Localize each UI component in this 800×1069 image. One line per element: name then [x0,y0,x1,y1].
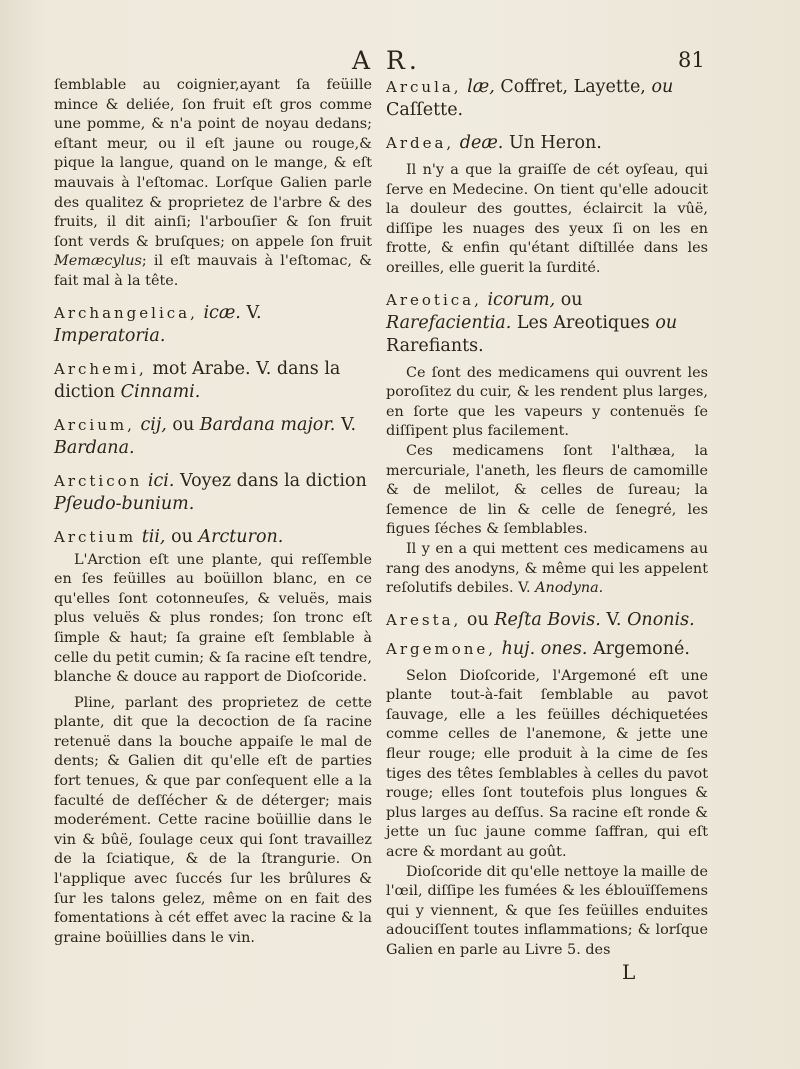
arctium-paragraph-2: Pline, parlant des proprietez de cette plante, dit que la decoction de ſa racine retenuë dans la bouche appaiſe le mal de dents; & Galien dit qu'elle eſt de parties fort tenues, & que par conſequent elle a la faculté de deſſécher & de déterger; mais moderément. Cette racine boüillie dans le vin & bûë, ſoulage ceux qui ſont travaillez de la ſciatique, & de la ſtrangurie. On l'applique avec ſuccés ſur les brûlures & ſur les talons gelez, même on en fait des fomentations à cét effet avec la racine & la graine boüillies dans le vin. [54,694,372,946]
page-number: 81 [678,48,705,72]
entry-arcula: Arcula, læ, Coffret, Layette, ou Caſſette. [386,77,674,120]
entry-ardea: Ardea, deæ. Un Heron. [386,133,602,153]
entry-archangelica: Archangelica, icæ. V. Imperatoria. [54,302,262,346]
entry-archemi: Archemi, mot Arabe. V. dans la diction Cinnami. [54,358,341,402]
entry-argemone: Argemone, huj. ones. Argemoné. [386,638,690,659]
areotica-paragraph-3: Il y en a qui mettent ces medicamens au rang des anodyns, & même qui les appelent reſolutifs debiles. V. Anodyna. [386,540,708,597]
entry-aresta: Aresta, ou Reſta Bovis. V. Ononis. [386,609,695,630]
arctium-paragraph-1: L'Arction eſt une plante, qui reſſemble en ſes feüilles au boüillon blanc, en ce qu'elles ſont cotonneuſes, & veluës, mais plus veluës & plus rondes; ſon tronc eſt ſimple & haut; ſa graine eſt ſemblable à celle du petit cumin; & ſa racine eſt tendre, blanche & douce au rapport de Dioſcoride. [54,551,372,686]
areotica-paragraph-1: Ce ſont des medicamens qui ouvrent les poroſitez du cuir, & les rendent plus larges, en ſorte que les vapeurs y contenuës ſe diſſipent plus facilement. [386,364,708,440]
argemone-paragraph-1: Selon Dioſcoride, l'Argemoné eſt une plante tout-à-fait ſemblable au pavot ſauvage, elle a les feüilles déchiquetées comme celles de l'anemone, & jette une fleur rouge; elle produit à la cime de ſes tiges des têtes ſemblables à celles du pavot rouge; elles ſont toutefois plus longues & plus larges au deſſus. Sa racine eſt ronde & jette un ſuc jaune comme ſaffran, qui eſt acre & mordant au goût. [386,667,708,861]
right-column [386,76,708,961]
running-head: A R. [352,46,421,75]
entry-arcium: Arcium, cij, ou Bardana major. V. Bardana. [54,414,357,458]
intro-paragraph: ſemblable au coignier,ayant ſa feüille mince & deliée, ſon fruit eſt gros comme une pomme, & n'a point de noyau dedans; eſtant meur, ou il eſt jaune ou rouge,& pique la langue, quand on le mange, & eſt mauvais à l'eſtomac. Lorſque Galien parle des qualitez & proprietez de l'arbre & des fruits, il dit ainſi; l'arbouſier & ſon fruit ſont verds & bruſques; on appele ſon fruit Memæcylus; il eſt mauvais à l'eſtomac, & fait mal à la tête. [54,77,372,289]
ardea-paragraph: Il n'y a que la graiſſe de cét oyſeau, qui ſerve en Medecine. On tient qu'elle adoucit la douleur des gouttes, éclaircit la vûë, diſſipe les nuages des yeux ſi on les en frotte, & enfin qu'étant diſtillée dans les oreilles, elle guerit la ſurdité. [386,162,708,276]
left-column [54,76,372,948]
argemone-paragraph-2: Dioſcoride dit qu'elle nettoye la maille de l'œil, diſſipe les fumées & les éblouïſſemens qui y viennent, & que ſes feüilles enduites adouciſſent toutes inflammations; & lorſque Galien en parle au Livre 5. des [386,863,708,958]
signature-mark: L [622,960,636,984]
page-header [0,46,800,76]
areotica-paragraph-2: Ces medicamens ſont l'althæa, la mercuriale, l'aneth, les fleurs de camomille & de melilot, & celles de ſureau; la ſemence de lin & celle de ſenegré, les figues ſéches & ſemblables. [386,442,708,538]
entry-areotica: Areotica, icorum, ou Rarefacientia. Les Areotiques ou Rarefiants. [386,289,678,356]
entry-arctium: Arctium tii, ou Arcturon. [54,526,284,547]
entry-arcticon: Arcticon ici. Voyez dans la diction Pſeudo-bunium. [54,470,367,514]
